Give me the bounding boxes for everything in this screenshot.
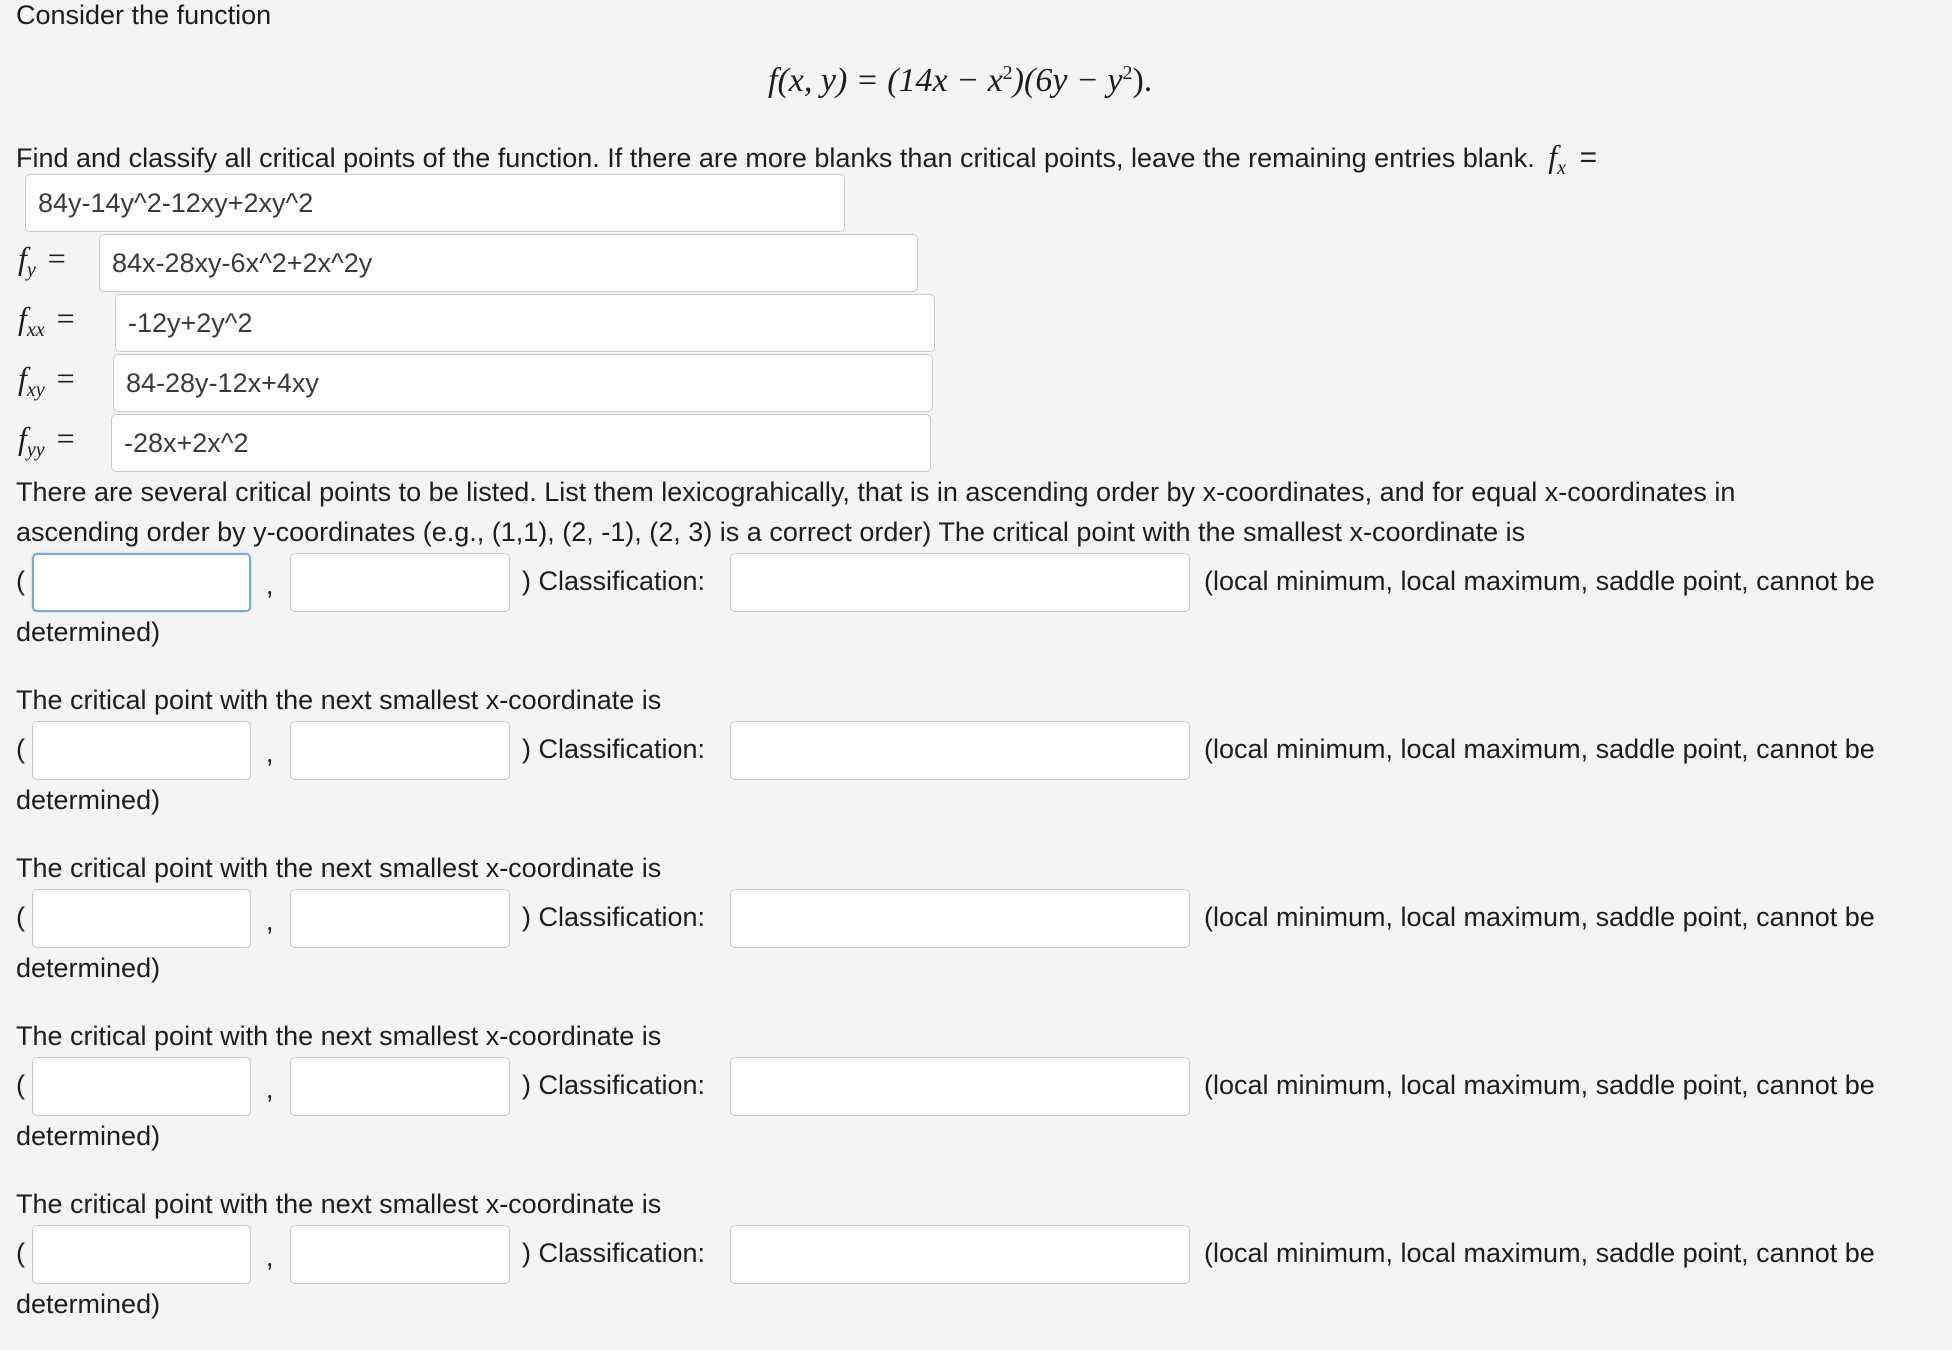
point-2-y-input[interactable] bbox=[290, 721, 510, 780]
comma: , bbox=[266, 570, 274, 600]
comma: , bbox=[266, 738, 274, 768]
point-5-y-input[interactable] bbox=[290, 1225, 510, 1284]
point-3-classification-input[interactable] bbox=[730, 889, 1190, 948]
formula-exponent-1: 2 bbox=[1002, 62, 1013, 84]
point-1-x-input[interactable] bbox=[32, 553, 251, 612]
open-paren: ( bbox=[16, 734, 25, 764]
fx-input[interactable] bbox=[25, 174, 845, 232]
fy-label: $f_y$ = bbox=[18, 240, 66, 281]
options-hint: (local minimum, local maximum, saddle point, cannot be bbox=[1204, 902, 1875, 932]
list-instructions-line-1: There are several critical points to be listed. List them lexicograhically, that is in ascending order by x-coordinates, and for equal x-coordinates in bbox=[16, 477, 1736, 507]
options-hint-end: determined) bbox=[16, 617, 161, 647]
classification-label: ) Classification: bbox=[522, 734, 706, 764]
classification-label: ) Classification: bbox=[522, 1238, 706, 1268]
fx-equals: = bbox=[1579, 141, 1598, 174]
open-paren: ( bbox=[16, 1070, 25, 1100]
fx-label: $f_x$ bbox=[1548, 138, 1567, 179]
point-2-classification-input[interactable] bbox=[730, 721, 1190, 780]
point-4-x-input[interactable] bbox=[32, 1057, 251, 1116]
options-hint-end: determined) bbox=[16, 785, 161, 815]
open-paren: ( bbox=[16, 902, 25, 932]
comma: , bbox=[266, 1074, 274, 1104]
open-paren: ( bbox=[16, 1238, 25, 1268]
point-1-y-input[interactable] bbox=[290, 553, 510, 612]
classification-label: ) Classification: bbox=[522, 1070, 706, 1100]
point-3-x-input[interactable] bbox=[32, 889, 251, 948]
function-formula bbox=[768, 62, 1152, 100]
next-point-heading: The critical point with the next smallest x-coordinate is bbox=[16, 685, 662, 715]
formula-lhs: f(x, y) = (14x − x bbox=[768, 62, 1003, 99]
point-2-x-input[interactable] bbox=[32, 721, 251, 780]
point-3-y-input[interactable] bbox=[290, 889, 510, 948]
fxy-label: $f_{xy}$ = bbox=[18, 360, 75, 401]
classification-label: ) Classification: bbox=[522, 902, 706, 932]
fyy-label: $f_{yy}$ = bbox=[18, 420, 75, 461]
options-hint: (local minimum, local maximum, saddle point, cannot be bbox=[1204, 734, 1875, 764]
options-hint: (local minimum, local maximum, saddle point, cannot be bbox=[1204, 566, 1875, 596]
list-instructions-line-2: ascending order by y-coordinates (e.g., (1,1), (2, -1), (2, 3) is a correct order) The critical point with the smallest x-coordinate is bbox=[16, 517, 1526, 547]
options-hint-end: determined) bbox=[16, 953, 161, 983]
fxx-input[interactable] bbox=[115, 294, 935, 352]
point-4-classification-input[interactable] bbox=[730, 1057, 1190, 1116]
point-1-classification-input[interactable] bbox=[730, 553, 1190, 612]
intro-text: Consider the function bbox=[16, 0, 272, 30]
fxx-label: $f_{xx}$ = bbox=[18, 300, 75, 341]
fxy-input[interactable] bbox=[113, 354, 933, 412]
next-point-heading: The critical point with the next smallest x-coordinate is bbox=[16, 1021, 662, 1051]
options-hint-end: determined) bbox=[16, 1289, 161, 1319]
instruction-sentence: Find and classify all critical points of the function. If there are more blanks than critical points, leave the remaining entries blank. bbox=[16, 143, 1535, 173]
open-paren: ( bbox=[16, 566, 25, 596]
fy-input[interactable] bbox=[99, 234, 918, 292]
point-4-y-input[interactable] bbox=[290, 1057, 510, 1116]
formula-mid: )(6y − y bbox=[1012, 62, 1123, 99]
comma: , bbox=[266, 1242, 274, 1272]
formula-exponent-2: 2 bbox=[1122, 62, 1133, 84]
classification-label: ) Classification: bbox=[522, 566, 706, 596]
options-hint: (local minimum, local maximum, saddle point, cannot be bbox=[1204, 1070, 1875, 1100]
fyy-input[interactable] bbox=[111, 414, 931, 472]
point-5-classification-input[interactable] bbox=[730, 1225, 1190, 1284]
next-point-heading: The critical point with the next smallest x-coordinate is bbox=[16, 853, 662, 883]
options-hint-end: determined) bbox=[16, 1121, 161, 1151]
next-point-heading: The critical point with the next smallest x-coordinate is bbox=[16, 1189, 662, 1219]
formula-end: ). bbox=[1132, 62, 1153, 99]
point-5-x-input[interactable] bbox=[32, 1225, 251, 1284]
comma: , bbox=[266, 906, 274, 936]
options-hint: (local minimum, local maximum, saddle point, cannot be bbox=[1204, 1238, 1875, 1268]
